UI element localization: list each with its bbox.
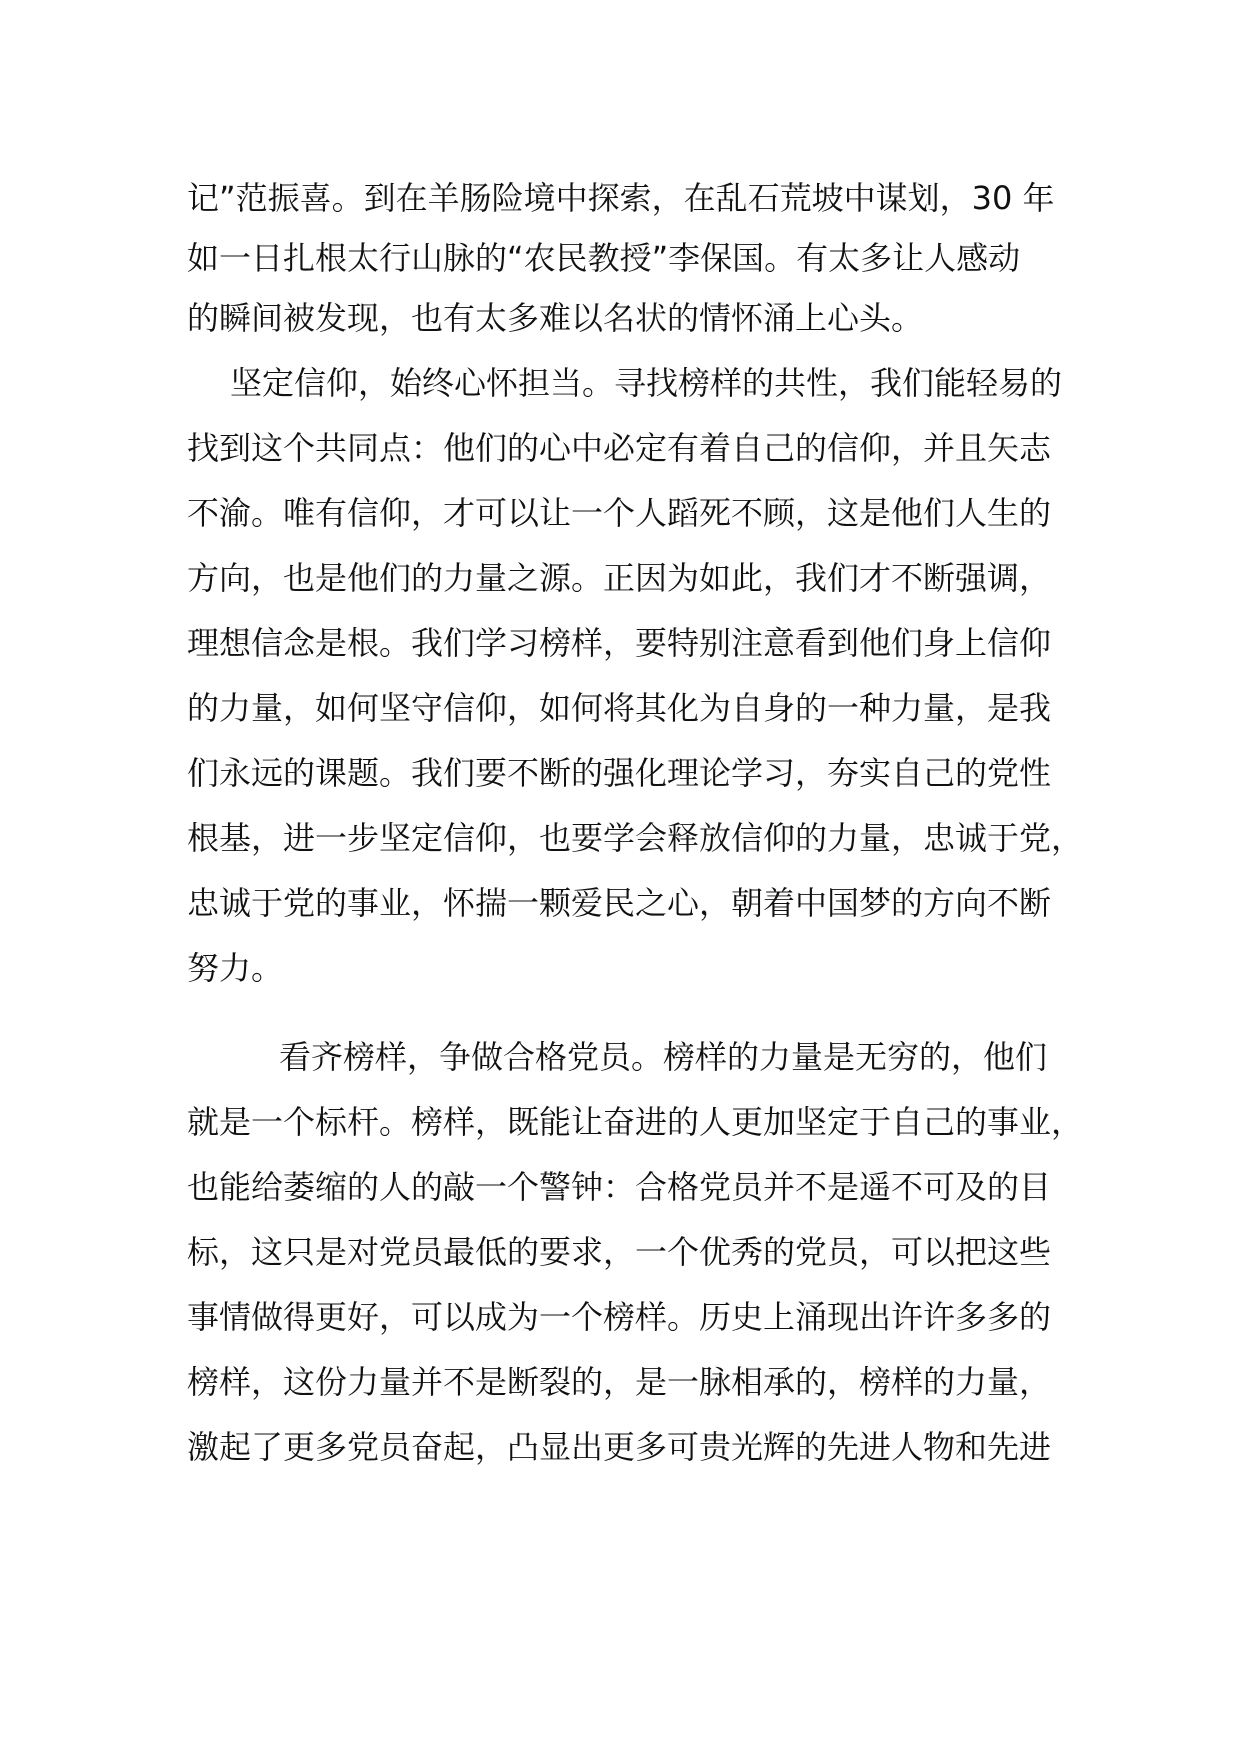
text-line: 事情做得更好，可以成为一个榜样。历史上涌现出许许多多的: [187, 1298, 1052, 1336]
text-line: 的瞬间被发现，也有太多难以名状的情怀涌上心头。: [187, 299, 924, 337]
text-line: 忠诚于党的事业，怀揣一颗爱民之心，朝着中国梦的方向不断: [187, 884, 1052, 922]
text-line: 理想信念是根。我们学习榜样，要特别注意看到他们身上信仰: [187, 624, 1052, 662]
text-line: 的力量，如何坚守信仰，如何将其化为自身的一种力量，是我: [187, 689, 1052, 727]
text-line: 激起了更多党员奋起，凸显出更多可贵光辉的先进人物和先进: [187, 1428, 1052, 1466]
text-line: 根基，进一步坚定信仰，也要学会释放信仰的力量，忠诚于党，: [187, 819, 1084, 857]
text-line: 们永远的课题。我们要不断的强化理论学习，夯实自己的党性: [187, 754, 1052, 792]
text-line: 也能给萎缩的人的敲一个警钟：合格党员并不是遥不可及的目: [187, 1168, 1052, 1206]
text-line: 不渝。唯有信仰，才可以让一个人蹈死不顾，这是他们人生的: [187, 494, 1052, 532]
text-line: 如一日扎根太行山脉的“农民教授”李保国。有太多让人感动: [187, 239, 1021, 277]
text-line: 就是一个标杆。榜样，既能让奋进的人更加坚定于自己的事业，: [187, 1103, 1084, 1141]
text-line: 找到这个共同点：他们的心中必定有着自己的信仰，并且矢志: [187, 429, 1052, 467]
text-line: 努力。: [187, 949, 284, 987]
text-line: 方向，也是他们的力量之源。正因为如此，我们才不断强调，: [187, 559, 1052, 597]
text-line: 标，这只是对党员最低的要求，一个优秀的党员，可以把这些: [187, 1233, 1052, 1271]
paragraph-first-line: 坚定信仰，始终心怀担当。寻找榜样的共性，我们能轻易的: [230, 364, 1063, 402]
text-line: 记”范振喜。到在羊肠险境中探索，在乱石荒坡中谋划，30 年: [187, 179, 1055, 217]
text-line: 榜样，这份力量并不是断裂的，是一脉相承的，榜样的力量，: [187, 1363, 1052, 1401]
paragraph-first-line: 看齐榜样，争做合格党员。榜样的力量是无穷的，他们: [279, 1038, 1048, 1076]
